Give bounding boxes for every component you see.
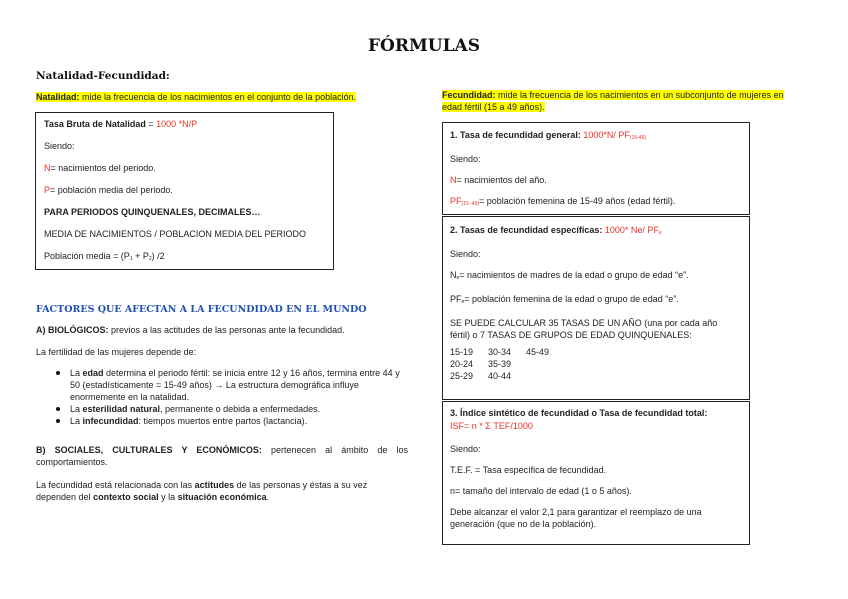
tbn-poblacion-media (44, 250, 325, 265)
relacion-paragraph (36, 479, 408, 503)
tfe-formula: 1000* Ne/ PF (602, 225, 659, 235)
last-c: de las personas y éstas a su vez dependen del (36, 480, 368, 502)
tfg-pf-symbol: PF (450, 196, 462, 206)
tasa-fecundidad-general-box (442, 122, 750, 215)
b3-c: : tiempos muertos entre partos (lactancia). (138, 416, 308, 426)
tfe-formula-sub: e (658, 230, 662, 236)
tfe-ne-symbol: N (450, 270, 457, 280)
age-group: 15-19 (450, 347, 474, 357)
tfe-siendo: Siendo: (450, 249, 481, 259)
tfg-siendo: Siendo: (450, 154, 481, 164)
tfg-pf-sub: (15 -49) (461, 201, 480, 207)
last-d: contexto social (93, 492, 159, 502)
age-group: 25-29 (450, 371, 474, 381)
age-group: 35-39 (488, 359, 512, 369)
natalidad-def-text: mide la frecuencia de los nacimientos en el conjunto de la población. (79, 92, 357, 102)
age-group: 30-34 (488, 347, 512, 357)
list-item (36, 403, 408, 415)
biologicos-label: A) BIOLÓGICOS: (36, 325, 109, 335)
isf-formula: ISF= n * Σ TEF/1000 (450, 421, 533, 431)
b2-c: , permanente o debida a enfermedades. (160, 404, 321, 414)
fecundidad-def-text: mide la frecuencia de los nacimientos en un subconjunto de mujeres en edad fértil (15 a 49 años). (442, 90, 784, 112)
bullet-dot-icon (56, 371, 60, 375)
tbn-n-text: = nacimientos del periodo. (50, 163, 156, 173)
bullet-dot-icon (56, 419, 60, 423)
age-groups-grid (450, 346, 742, 382)
tbn-label: Tasa Bruta de Natalidad (44, 119, 146, 129)
natalidad-definition (36, 91, 356, 103)
b2-a: La (70, 404, 83, 414)
isf-title: 3. Índice sintético de fecundidad o Tasa de fecundidad total: (450, 408, 708, 418)
b1-c: determina el periodo fértil: se inicia entre 12 y 16 años, termina entre 44 y 50 (estadísticamente = 15-49 años) → La estructura demográfica influye enormemente en la natalidad. (70, 368, 400, 402)
b3-b: infecundidad (82, 416, 139, 426)
tbn-equals: = (145, 119, 157, 129)
bullet-dot-icon (56, 407, 60, 411)
tfe-pfe-symbol: PF (450, 294, 462, 304)
pm-sub-2: 2 (148, 256, 152, 262)
tfe-title: 2. Tasas de fecundidad específicas: (450, 225, 603, 235)
indice-sintetico-box (442, 401, 750, 545)
tbn-periodos: PARA PERIODOS QUINQUENALES, DECIMALES… (44, 207, 261, 217)
fertilidad-text: La fertilidad de las mujeres depende de: (36, 347, 197, 357)
tfg-formula: 1000*N/ PF (580, 130, 630, 140)
last-a: La fecundidad está relacionada con las (36, 480, 195, 490)
list-item (36, 367, 408, 403)
tfe-pfe-sub: e (461, 299, 465, 305)
b1-a: La (70, 368, 83, 378)
factores-heading: FACTORES QUE AFECTAN A LA FECUNDIDAD EN EL MUNDO (36, 304, 367, 315)
pm-part-a: Población media = (P (44, 251, 130, 261)
tfg-formula-sub: (15-49) (629, 135, 647, 141)
tasa-bruta-natalidad-box (35, 112, 334, 270)
tbn-media: MEDIA DE NACIMIENTOS / POBLACION MEDIA DEL PERIODO (44, 229, 307, 239)
last-g: . (266, 492, 270, 502)
tfe-calc: SE PUEDE CALCULAR 35 TASAS DE UN AÑO (una por cada año fértil) o 7 TASAS DE GRUPOS DE EDAD QUINQUENALES: (450, 318, 718, 340)
tbn-formula: 1000 *N/P (156, 119, 198, 129)
last-f: situación económica (177, 492, 267, 502)
natalidad-term: Natalidad: (36, 92, 80, 102)
b1-b: edad (82, 368, 104, 378)
fecundidad-term: Fecundidad: (442, 90, 496, 100)
list-item (36, 415, 408, 427)
biologicos-paragraph (36, 324, 408, 336)
tasas-fecundidad-especificas-box (442, 216, 750, 400)
age-group (526, 358, 564, 370)
sociales-paragraph (36, 444, 408, 468)
isf-n: n= tamaño del intervalo de edad (1 o 5 años). (450, 486, 632, 496)
tbn-p-symbol: P (44, 185, 51, 195)
b2-b: esterilidad natural (82, 404, 161, 414)
age-group: 45-49 (526, 347, 550, 357)
age-group: 40-44 (488, 371, 512, 381)
isf-siendo: Siendo: (450, 444, 481, 454)
tfg-n-symbol: N (450, 175, 457, 185)
tbn-siendo: Siendo: (44, 141, 75, 151)
isf-valor: Debe alcanzar el valor 2,1 para garantizar el reemplazo de una generación (que no de la población). (450, 507, 702, 529)
pm-sub-1: 1 (129, 256, 133, 262)
tfe-pfe-text: = población femenina de la edad o grupo de edad “e”. (464, 294, 679, 304)
tfe-ne-text: = nacimientos de madres de la edad o grupo de edad “e”. (459, 270, 689, 280)
isf-tef: T.E.F. = Tasa específica de fecundidad. (450, 465, 607, 475)
biologicos-text: previos a las actitudes de las personas ante la fecundidad. (108, 325, 345, 335)
tfe-ne-sub: e (456, 275, 460, 281)
page-title: FÓRMULAS (367, 36, 481, 56)
age-group: 20-24 (450, 359, 474, 369)
last-b: actitudes (194, 480, 235, 490)
factores-bullet-list (36, 367, 408, 427)
tfg-pf-text: = población femenina de 15-49 años (edad fértil). (479, 196, 676, 206)
tfg-n-text: = nacimientos del año. (456, 175, 547, 185)
age-group (526, 370, 564, 382)
b3-a: La (70, 416, 83, 426)
sociales-text: pertenecen al ámbito de los comportamientos. (36, 445, 408, 467)
tfg-title: 1. Tasa de fecundidad general: (450, 130, 581, 140)
tbn-n-symbol: N (44, 163, 51, 173)
last-e: y la (158, 492, 178, 502)
pm-part-c: ) /2 (151, 251, 165, 261)
fecundidad-definition (442, 89, 804, 113)
sociales-label: B) SOCIALES, CULTURALES Y ECONÓMICOS: (36, 445, 262, 455)
pm-part-b: + P (132, 251, 149, 261)
natalidad-heading: Natalidad-Fecundidad: (36, 70, 170, 82)
tbn-p-text: = población media del periodo. (50, 185, 173, 195)
